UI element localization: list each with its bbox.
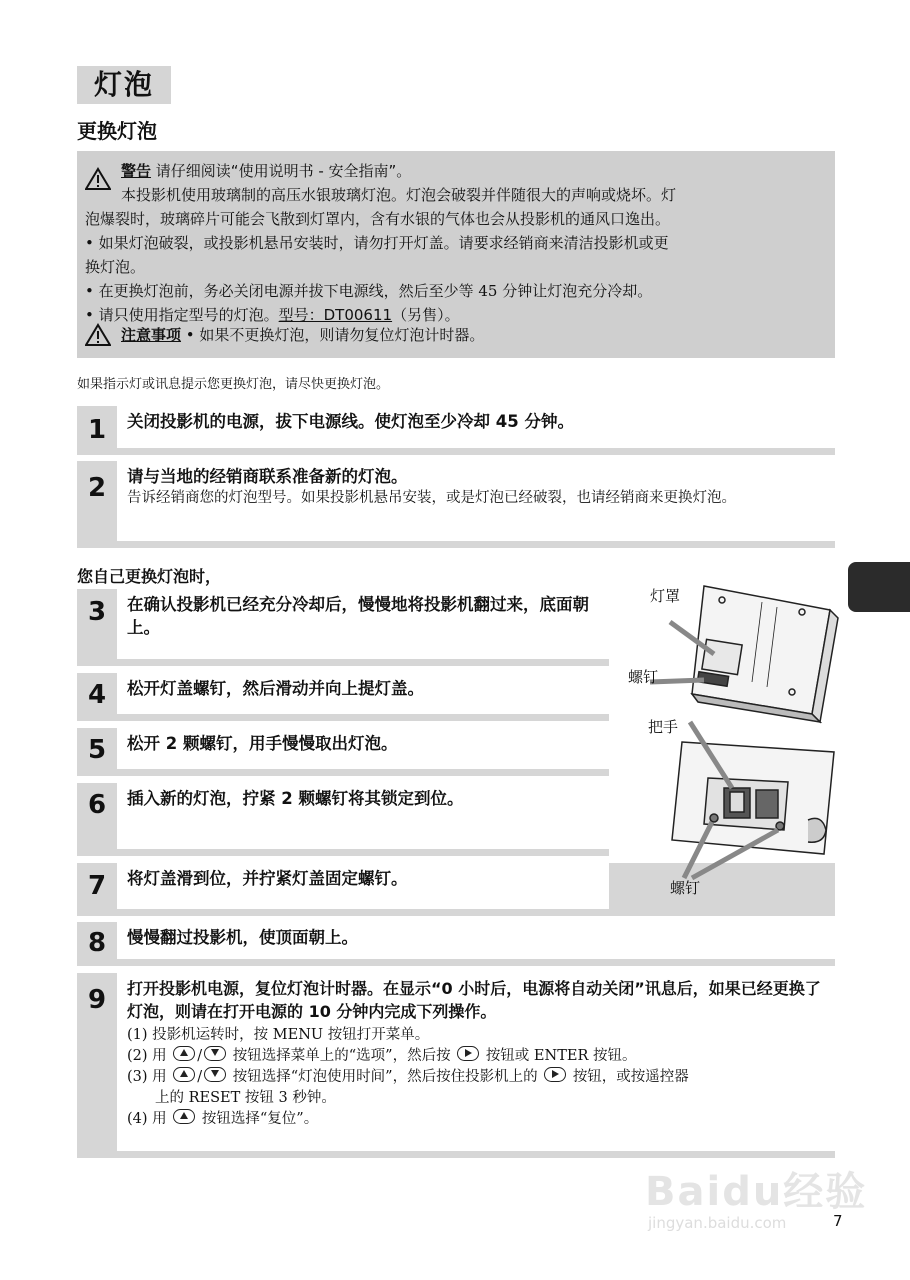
caution-icon [85,323,111,347]
warning-box [77,151,835,358]
warning-text-2: 泡爆裂时，玻璃碎片可能会飞散到灯罩内，含有水银的气体也会从投影机的通风口逸出。 [85,210,671,228]
step-6 [77,783,609,856]
step-number: 3 [87,597,107,627]
step-sub-3: (3) 用 / 按钮选择“灯泡使用时间”，然后按住投影机上的 按钮，或按遥控器 [127,1069,689,1085]
right-arrow-key-icon [544,1067,566,1082]
up-arrow-key-icon [173,1067,195,1082]
step-1 [77,406,835,455]
warning-lead-text: 请仔细阅读“使用说明书 - 安全指南”。 [155,162,412,180]
model-prefix: • 请只使用指定型号的灯泡。 [85,306,279,324]
lamp-cover-label: 灯罩 [650,587,681,605]
step-number: 9 [87,985,107,1015]
step-2 [77,461,835,548]
step-sub-4 [127,1109,827,1130]
step-sub-1: (1) 投影机运转时，按 MENU 按钮打开菜单。 [127,1027,430,1043]
step-number: 2 [87,473,107,503]
model-suffix: （另售）。 [392,306,460,324]
section-subtitle: 更换灯泡 [77,119,157,143]
step-number: 1 [87,415,107,445]
sub-text: 按钮，或按遥控器 [572,1069,689,1085]
warning-text-4: 换灯泡。 [85,258,146,276]
sub-text: 按钮选择“复位”。 [201,1111,319,1127]
caution-line [121,323,866,347]
step-3 [77,589,609,666]
step-number: 8 [87,928,107,958]
screw-label-top: 螺钉 [628,668,659,686]
step-text: 松开 2 颗螺钉，用手慢慢取出灯泡。 [127,734,398,753]
step-text: 请与当地的经销商联系准备新的灯泡。 [127,467,408,486]
step-text: 慢慢翻过投影机，使顶面朝上。 [127,928,358,947]
sub-text: 按钮选择菜单上的“选项”，然后按 [232,1048,451,1064]
section-title: 灯泡 [77,66,171,104]
down-arrow-key-icon [204,1046,226,1061]
step-8 [77,922,835,966]
lamp-replacement-diagram [612,582,844,900]
warning-icon [85,167,111,191]
diy-heading: 您自己更换灯泡时， [77,567,222,586]
step-text: 打开投影机电源，复位灯泡计时器。在显示“0 小时后，电源将自动关闭”讯息后，如果已经更换了灯泡，则请在打开电源的 10 分钟内完成下列操作。 [127,979,821,1021]
caution-text: • 如果不更换灯泡，则请勿复位灯泡计时器。 [185,326,485,344]
handle-label: 把手 [648,718,679,736]
step-9 [77,973,835,1158]
down-arrow-key-icon [204,1067,226,1082]
sub-text: (2) 用 [127,1048,167,1064]
up-arrow-key-icon [173,1046,195,1061]
step-note: 告诉经销商您的灯泡型号。如果投影机悬吊安装，或是灯泡已经破裂，也请经销商来更换灯泡。 [127,490,736,506]
step-text: 关闭投影机的电源，拔下电源线。使灯泡至少冷却 45 分钟。 [127,412,574,431]
step-sub-2: (2) 用 / 按钮选择菜单上的“选项”，然后按 按钮或 ENTER 按钮。 [127,1048,637,1064]
chapter-tab [848,562,910,612]
step-5 [77,728,609,776]
model-number: 型号：DT00611 [278,306,393,324]
step-number: 7 [87,871,107,901]
up-arrow-key-icon [173,1109,195,1124]
step-sub-3-cont: 上的 RESET 按钮 3 秒钟。 [155,1090,336,1106]
watermark-url: jingyan.baidu.com [648,1214,787,1232]
step-number: 6 [87,790,107,820]
warning-text-5: • 在更换灯泡前，务必关闭电源并拔下电源线，然后至少等 45 分钟让灯泡充分冷却。 [85,282,653,300]
right-arrow-key-icon [457,1046,479,1061]
step-text: 松开灯盖螺钉，然后滑动并向上提灯盖。 [127,679,424,698]
step-text: 在确认投影机已经充分冷却后，慢慢地将投影机翻过来，底面朝上。 [127,595,589,637]
warning-lead [121,159,866,183]
sub-text: (4) 用 [127,1111,167,1127]
step-4 [77,673,609,721]
sub-text: 按钮选择“灯泡使用时间”，然后按住投影机上的 [232,1069,538,1085]
warning-text-3: • 如果灯泡破裂，或投影机悬吊安装时，请勿打开灯盖。请要求经销商来清洁投影机或更 [85,234,669,252]
projector-underside-drawing [650,586,838,722]
warning-label: 警告 [121,162,152,180]
step-text: 将灯盖滑到位，并拧紧灯盖固定螺钉。 [127,869,408,888]
step-number: 4 [87,680,107,710]
sub-text: 按钮或 ENTER 按钮。 [485,1048,637,1064]
page-number: 7 [833,1212,843,1230]
caution-label: 注意事项 [121,326,182,344]
step-number: 5 [87,735,107,765]
lamp-compartment-drawing [672,722,834,878]
warning-text-1: 本投影机使用玻璃制的高压水银玻璃灯泡。灯泡会破裂并伴随很大的声响或烧坏。灯 [121,186,677,204]
step-text: 插入新的灯泡，拧紧 2 颗螺钉将其锁定到位。 [127,789,464,808]
intro-text: 如果指示灯或讯息提示您更换灯泡，请尽快更换灯泡。 [77,377,390,392]
sub-text: (3) 用 [127,1069,167,1085]
watermark-logo: Baidu经验 [645,1169,868,1215]
screw-label-bottom: 螺钉 [670,879,701,897]
